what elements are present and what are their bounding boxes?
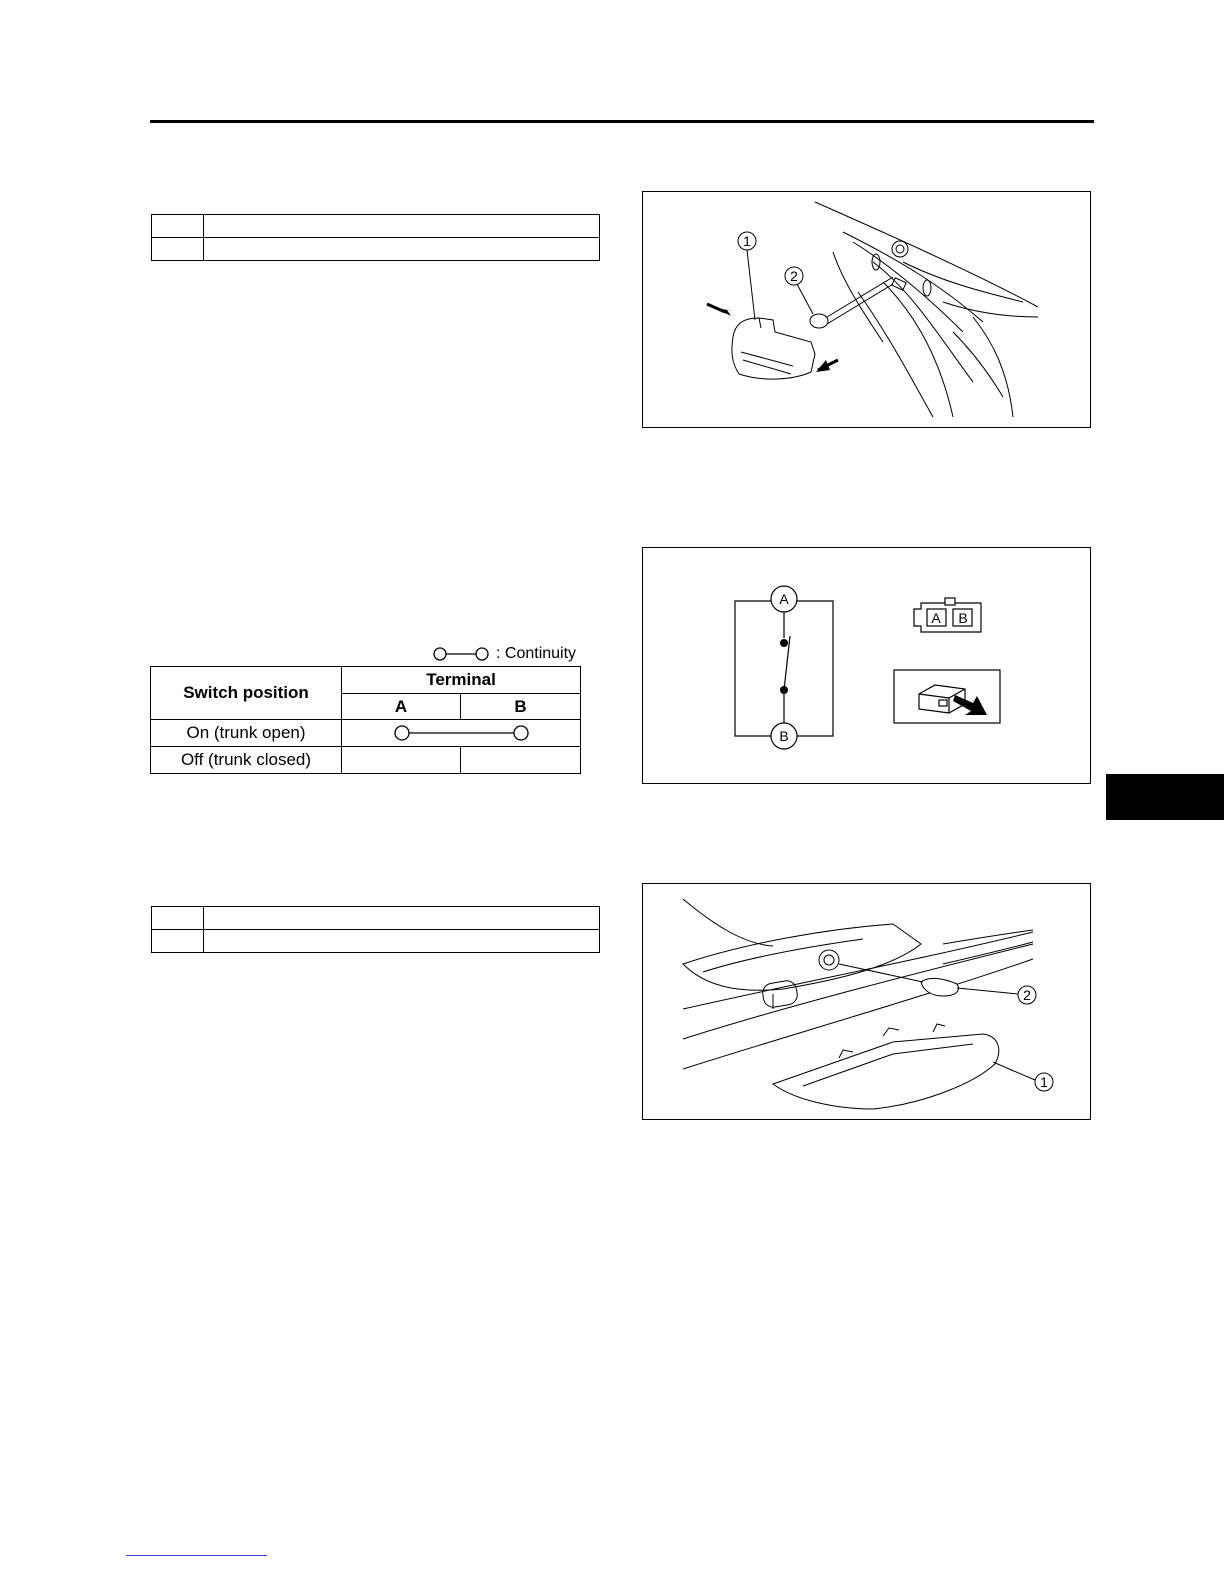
trunk-lamp-illustration [643, 192, 1090, 427]
figure-trunk-lamp-removal [642, 191, 1091, 428]
table-cell [152, 907, 204, 930]
schematic-terminal-b: B [779, 728, 789, 744]
continuity-legend [432, 644, 576, 664]
lamp-bulb-illustration [643, 884, 1090, 1119]
table-cell [204, 238, 600, 261]
terminal-b-header: B [461, 694, 581, 720]
connector-terminal-a: A [931, 610, 941, 626]
connector-terminal-b: B [958, 610, 968, 626]
switch-continuity-table [150, 666, 581, 774]
figure-lamp-bulb-replacement [642, 883, 1091, 1120]
figure-switch-schematic [642, 547, 1091, 784]
continuity-cell-off-a [342, 747, 461, 774]
empty-table-top [151, 214, 600, 261]
row-position: On (trunk open) [151, 720, 342, 747]
table-cell [152, 238, 204, 261]
figure3-callout-2: 2 [1023, 987, 1031, 1003]
continuity-symbol-icon [432, 644, 492, 664]
continuity-cell-off-b [461, 747, 581, 774]
table-cell [204, 930, 600, 953]
table-cell [204, 907, 600, 930]
figure1-callout-1: 1 [743, 233, 751, 249]
row-position: Off (trunk closed) [151, 747, 342, 774]
schematic-terminal-a: A [779, 591, 789, 607]
header-switch-position: Switch position [151, 667, 342, 720]
table-cell [152, 930, 204, 953]
terminal-a-header: A [342, 694, 461, 720]
header-rule [150, 120, 1094, 123]
figure3-callout-1: 1 [1040, 1074, 1048, 1090]
section-tab [1106, 774, 1224, 820]
header-terminal: Terminal [342, 667, 581, 694]
footer-link[interactable] [126, 1555, 267, 1556]
switch-schematic-diagram [643, 548, 1090, 783]
table-cell [204, 215, 600, 238]
figure1-callout-2: 2 [790, 268, 798, 284]
continuity-line-icon [342, 720, 581, 746]
table-cell [152, 215, 204, 238]
legend-label: : Continuity [496, 645, 577, 662]
continuity-cell-on [342, 720, 581, 747]
empty-table-bottom [151, 906, 600, 953]
